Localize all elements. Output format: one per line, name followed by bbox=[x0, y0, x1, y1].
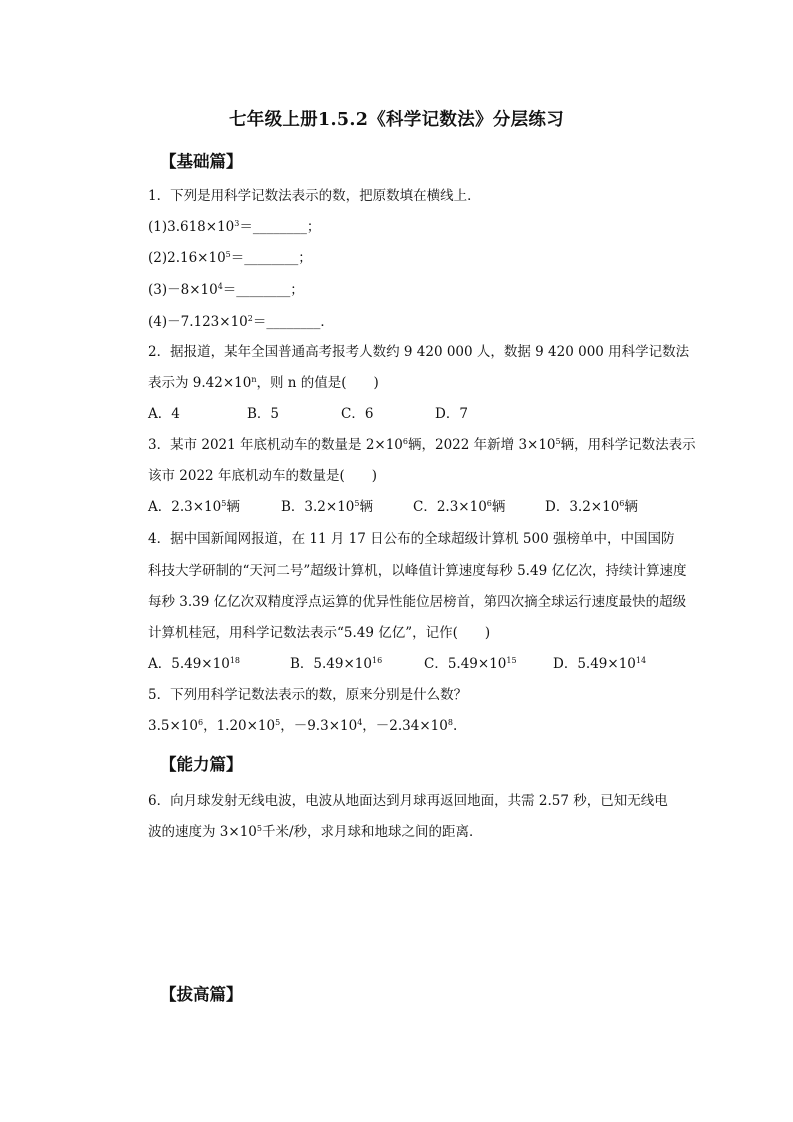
question-4-option-b: B．$5.49\times 10^{16}$ bbox=[290, 656, 383, 672]
question-3-option-a: A．$2.3\times 10^5$辆 bbox=[148, 499, 240, 515]
question-4-line-1: 4．据中国新闻网报道，在 11 月 17 日公布的全球超级计算机 500 强榜单中，中国国防 bbox=[148, 531, 675, 547]
question-1-item-2: $(2)2.16\times 10^5=\_\_\_\_\_\_\_\_$； bbox=[148, 250, 312, 266]
question-2-option-b: B．5 bbox=[247, 406, 280, 422]
section-basic-heading: 【基础篇】 bbox=[160, 152, 243, 171]
question-1-stem: 1．下列是用科学记数法表示的数，把原数填在横线上． bbox=[148, 188, 481, 204]
question-6-line-1: 6．向月球发射无线电波，电波从地面达到月球再返回地面，共需 2.57 秒，已知无线电 bbox=[148, 793, 668, 809]
question-1-item-1: $(1)3.618\times 10^3=\_\_\_\_\_\_\_\_$； bbox=[148, 219, 321, 235]
section-ability-heading: 【能力篇】 bbox=[160, 755, 243, 774]
question-4-option-a: A．$5.49\times 10^{18}$ bbox=[148, 656, 240, 672]
question-3-option-c: C．$2.3\times 10^6$辆 bbox=[413, 499, 506, 515]
question-5-stem: 5．下列用科学记数法表示的数，原来分别是什么数？ bbox=[148, 687, 468, 703]
question-6-line-2: 波的速度为 $3\times 10^5$千米/秒，求月球和地球之间的距离． bbox=[148, 824, 483, 840]
question-3-line-1: 3．某市 2021 年底机动车的数量是 $2\times 10^6$辆，2022 年新增 $3\times 10^5$辆，用科学记数法表示 bbox=[148, 437, 696, 453]
question-2-line-1: 2．据报道，某年全国普通高考报考人数约 9 420 000 人，数据 9 420 000 用科学记数法 bbox=[148, 344, 690, 360]
question-3-option-b: B．$3.2\times 10^5$辆 bbox=[281, 499, 373, 515]
question-4-line-4: 计算机桂冠，用科学记数法表示“5.49 亿亿”，记作( ) bbox=[148, 625, 491, 641]
question-4-line-3: 每秒 3.39 亿亿次双精度浮点运算的优异性能位居榜首，第四次摘全球运行速度最快的超级 bbox=[148, 594, 687, 610]
page-title: 七年级上册1.5.2《科学记数法》分层练习 bbox=[228, 110, 564, 130]
question-4-option-d: D．$5.49\times 10^{14}$ bbox=[553, 656, 647, 672]
question-4-line-2: 科技大学研制的“天河二号”超级计算机，以峰值计算速度每秒 5.49 亿亿次，持续计算速度 bbox=[148, 563, 687, 579]
question-3-line-2: 该市 2022 年底机动车的数量是( ) bbox=[148, 468, 377, 484]
question-2-option-c: C．6 bbox=[341, 406, 374, 422]
question-2-option-d: D．7 bbox=[435, 406, 468, 422]
question-1-item-3: $(3)-8\times 10^4=\_\_\_\_\_\_\_\_$； bbox=[148, 282, 304, 298]
question-4-option-c: C．$5.49\times 10^{15}$ bbox=[424, 656, 517, 672]
section-advanced-heading: 【拔高篇】 bbox=[160, 985, 243, 1004]
question-2-line-2: 表示为 $9.42\times 10^n$，则 n 的值是( ) bbox=[148, 375, 379, 391]
question-3-option-d: D．$3.2\times 10^6$辆 bbox=[545, 499, 638, 515]
question-5-numbers: $3.5\times 10^6$，$1.20\times 10^5$，$-9.3\times 10^4$，$-2.34\times 10^8$. bbox=[148, 718, 458, 734]
question-1-item-4: $(4)-7.123\times 10^2=\_\_\_\_\_\_\_\_$． bbox=[148, 314, 334, 330]
question-2-option-a: A．4 bbox=[148, 406, 180, 422]
